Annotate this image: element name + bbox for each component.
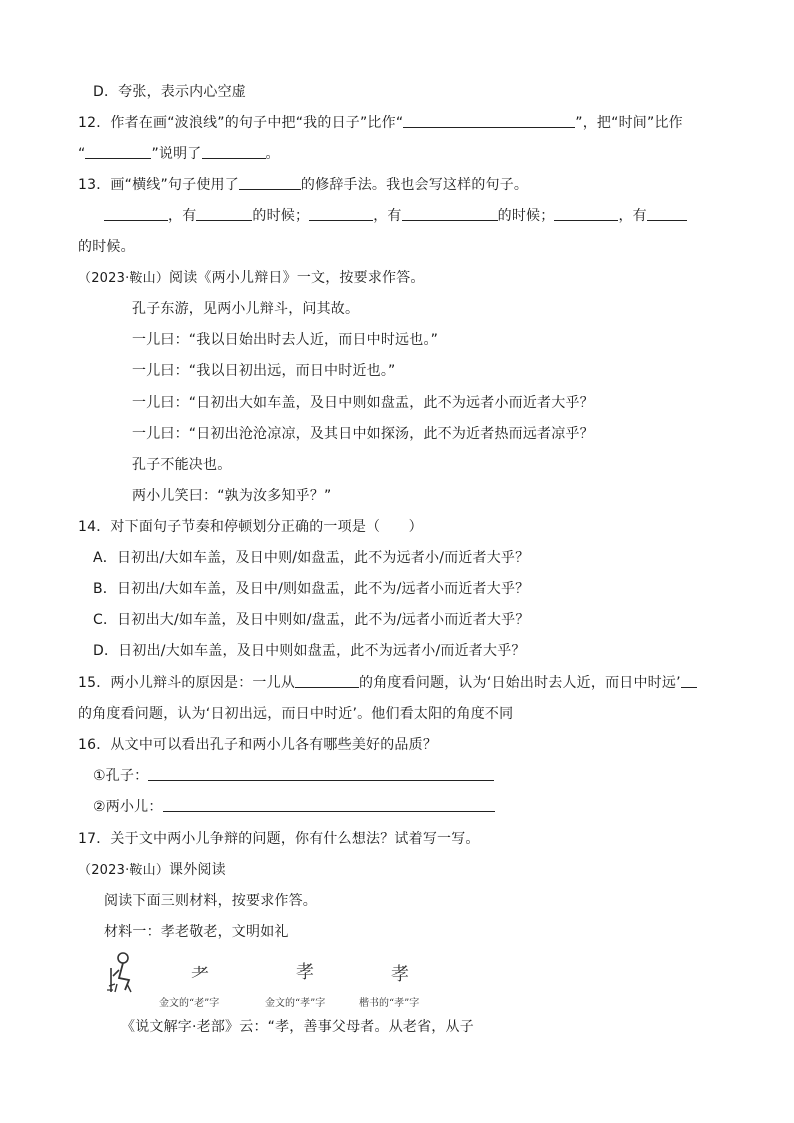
passage-line: 孔子东游，见两小儿辩斗，问其故。 — [132, 301, 360, 317]
answer-blank[interactable] — [85, 144, 151, 159]
passage-line: 一儿曰：“我以日初出远，而日中时近也。” — [132, 363, 396, 379]
q12-text-a: 12．作者在画“波浪线”的句子中把“我的日子”比作“ — [78, 115, 404, 131]
choice-option-d[interactable]: D．日初出/大如车盖，及日中则如盘盂，此不为远者小/而近者大乎？ — [93, 643, 526, 659]
answer-blank[interactable] — [647, 206, 687, 221]
passage-line: 一儿曰：“我以日始出时去人近，而日中时远也。” — [132, 332, 439, 348]
answer-blank[interactable] — [239, 175, 301, 190]
question-13-line-3: 的时候。 — [78, 239, 135, 255]
answer-blank[interactable] — [309, 206, 373, 221]
question-16-line-b — [93, 797, 495, 817]
answer-blank[interactable] — [196, 206, 252, 221]
q12-text-c: “ — [78, 146, 86, 162]
q16-label-b: ②两小儿： — [93, 799, 163, 815]
q13-text-b: 的修辞手法。我也会写这样的句子。 — [300, 177, 529, 193]
answer-blank[interactable] — [554, 206, 618, 221]
answer-blank[interactable] — [104, 206, 168, 221]
figure-caption: 楷书的“孝”字 — [359, 998, 420, 1009]
question-12-line-1 — [78, 113, 683, 133]
q12-text-b: ”，把“时间”比作 — [575, 115, 683, 131]
question-16-stem: 16．从文中可以看出孔子和两小儿各有哪些美好的品质？ — [78, 737, 438, 753]
shuowen-quote: 《说文解字·老部》云：“孝，善事父母者。从老省，从子 — [121, 1019, 474, 1035]
passage-2-header — [78, 860, 226, 881]
passage-line: 一儿曰：“日初出大如车盖，及日中则如盘盂，此不为远者小而近者大乎？ — [132, 395, 594, 411]
material-1-title: 材料一：孝老敬老，文明如礼 — [104, 924, 289, 940]
q13-text: ，有 — [373, 208, 402, 224]
q15-text-b: 的角度看问题，认为‘日始出时去人近，而日中时远’ — [359, 675, 681, 691]
character-evolution-figure — [103, 950, 448, 1010]
answer-blank[interactable] — [295, 673, 359, 688]
q12-text-e: 。 — [265, 146, 280, 162]
passage-2-intro: 阅读下面三则材料，按要求作答。 — [104, 893, 317, 909]
choice-option-c[interactable]: C．日初出大/如车盖，及日中则如/盘盂，此不为/远者小而近者大乎？ — [93, 612, 530, 628]
question-15-line-1 — [78, 673, 697, 693]
question-15-line-2: 的角度看问题，认为‘日初出远，而日中时近’。他们看太阳的角度不同 — [78, 706, 514, 722]
answer-blank[interactable] — [148, 766, 494, 781]
choice-option-b[interactable]: B．日初出/大如车盖，及日中/则如盘盂，此不为/远者小而近者大乎？ — [93, 581, 530, 597]
passage-line: 孔子不能决也。 — [132, 457, 232, 473]
figure-caption: 金文的“孝”字 — [265, 998, 326, 1009]
passage-2-title: 课外阅读 — [169, 862, 226, 878]
bronze-lao-glyph: 耂 — [191, 964, 209, 985]
elder-with-cane-icon — [103, 950, 143, 994]
question-17-stem: 17．关于文中两小儿争辩的问题，你有什么想法？试着写一写。 — [78, 831, 480, 847]
answer-blank[interactable] — [403, 113, 575, 128]
question-12-line-2 — [78, 144, 280, 164]
passage-1-header — [78, 268, 425, 289]
answer-blank[interactable] — [202, 144, 266, 159]
q15-text-a: 15．两小儿辩斗的原因是：一儿从 — [78, 675, 296, 691]
q13-text: 的时候； — [497, 208, 555, 224]
figure-caption: 金文的“老”字 — [159, 998, 220, 1009]
choice-option-a[interactable]: A．日初出/大如车盖，及日中则/如盘盂，此不为远者小/而近者大乎？ — [93, 550, 530, 566]
passage-1-intro: 阅读《两小儿辩日》一文，按要求作答。 — [169, 270, 425, 286]
q13-text: ，有 — [618, 208, 647, 224]
answer-blank[interactable] — [681, 673, 697, 688]
passage-line: 一儿曰：“日初出沧沧凉凉，及其日中如探汤，此不为近者热而远者凉乎？ — [132, 426, 594, 442]
q12-text-d: ”说明了 — [151, 146, 202, 162]
question-16-line-a — [93, 766, 494, 786]
option-d-previous: D．夸张，表示内心空虚 — [93, 84, 246, 100]
question-14-stem: 14．对下面句子节奏和停顿划分正确的一项是（ ） — [78, 519, 423, 535]
regular-xiao-glyph: 孝 — [391, 964, 409, 985]
bronze-xiao-glyph: 孝 — [296, 962, 314, 983]
q16-label-a: ①孔子： — [93, 768, 149, 784]
source-tag: （2023·鞍山） — [78, 863, 170, 878]
question-13-line-1 — [78, 175, 528, 195]
q13-text: 的时候； — [252, 208, 310, 224]
passage-line: 两小儿笑曰：“孰为汝多知乎？” — [132, 488, 332, 504]
answer-blank[interactable] — [163, 797, 495, 812]
source-tag: （2023·鞍山） — [78, 271, 170, 286]
answer-blank[interactable] — [402, 206, 498, 221]
q13-text-a: 13．画“横线”句子使用了 — [78, 177, 239, 193]
question-13-line-2 — [104, 206, 687, 226]
q13-text: ，有 — [168, 208, 197, 224]
